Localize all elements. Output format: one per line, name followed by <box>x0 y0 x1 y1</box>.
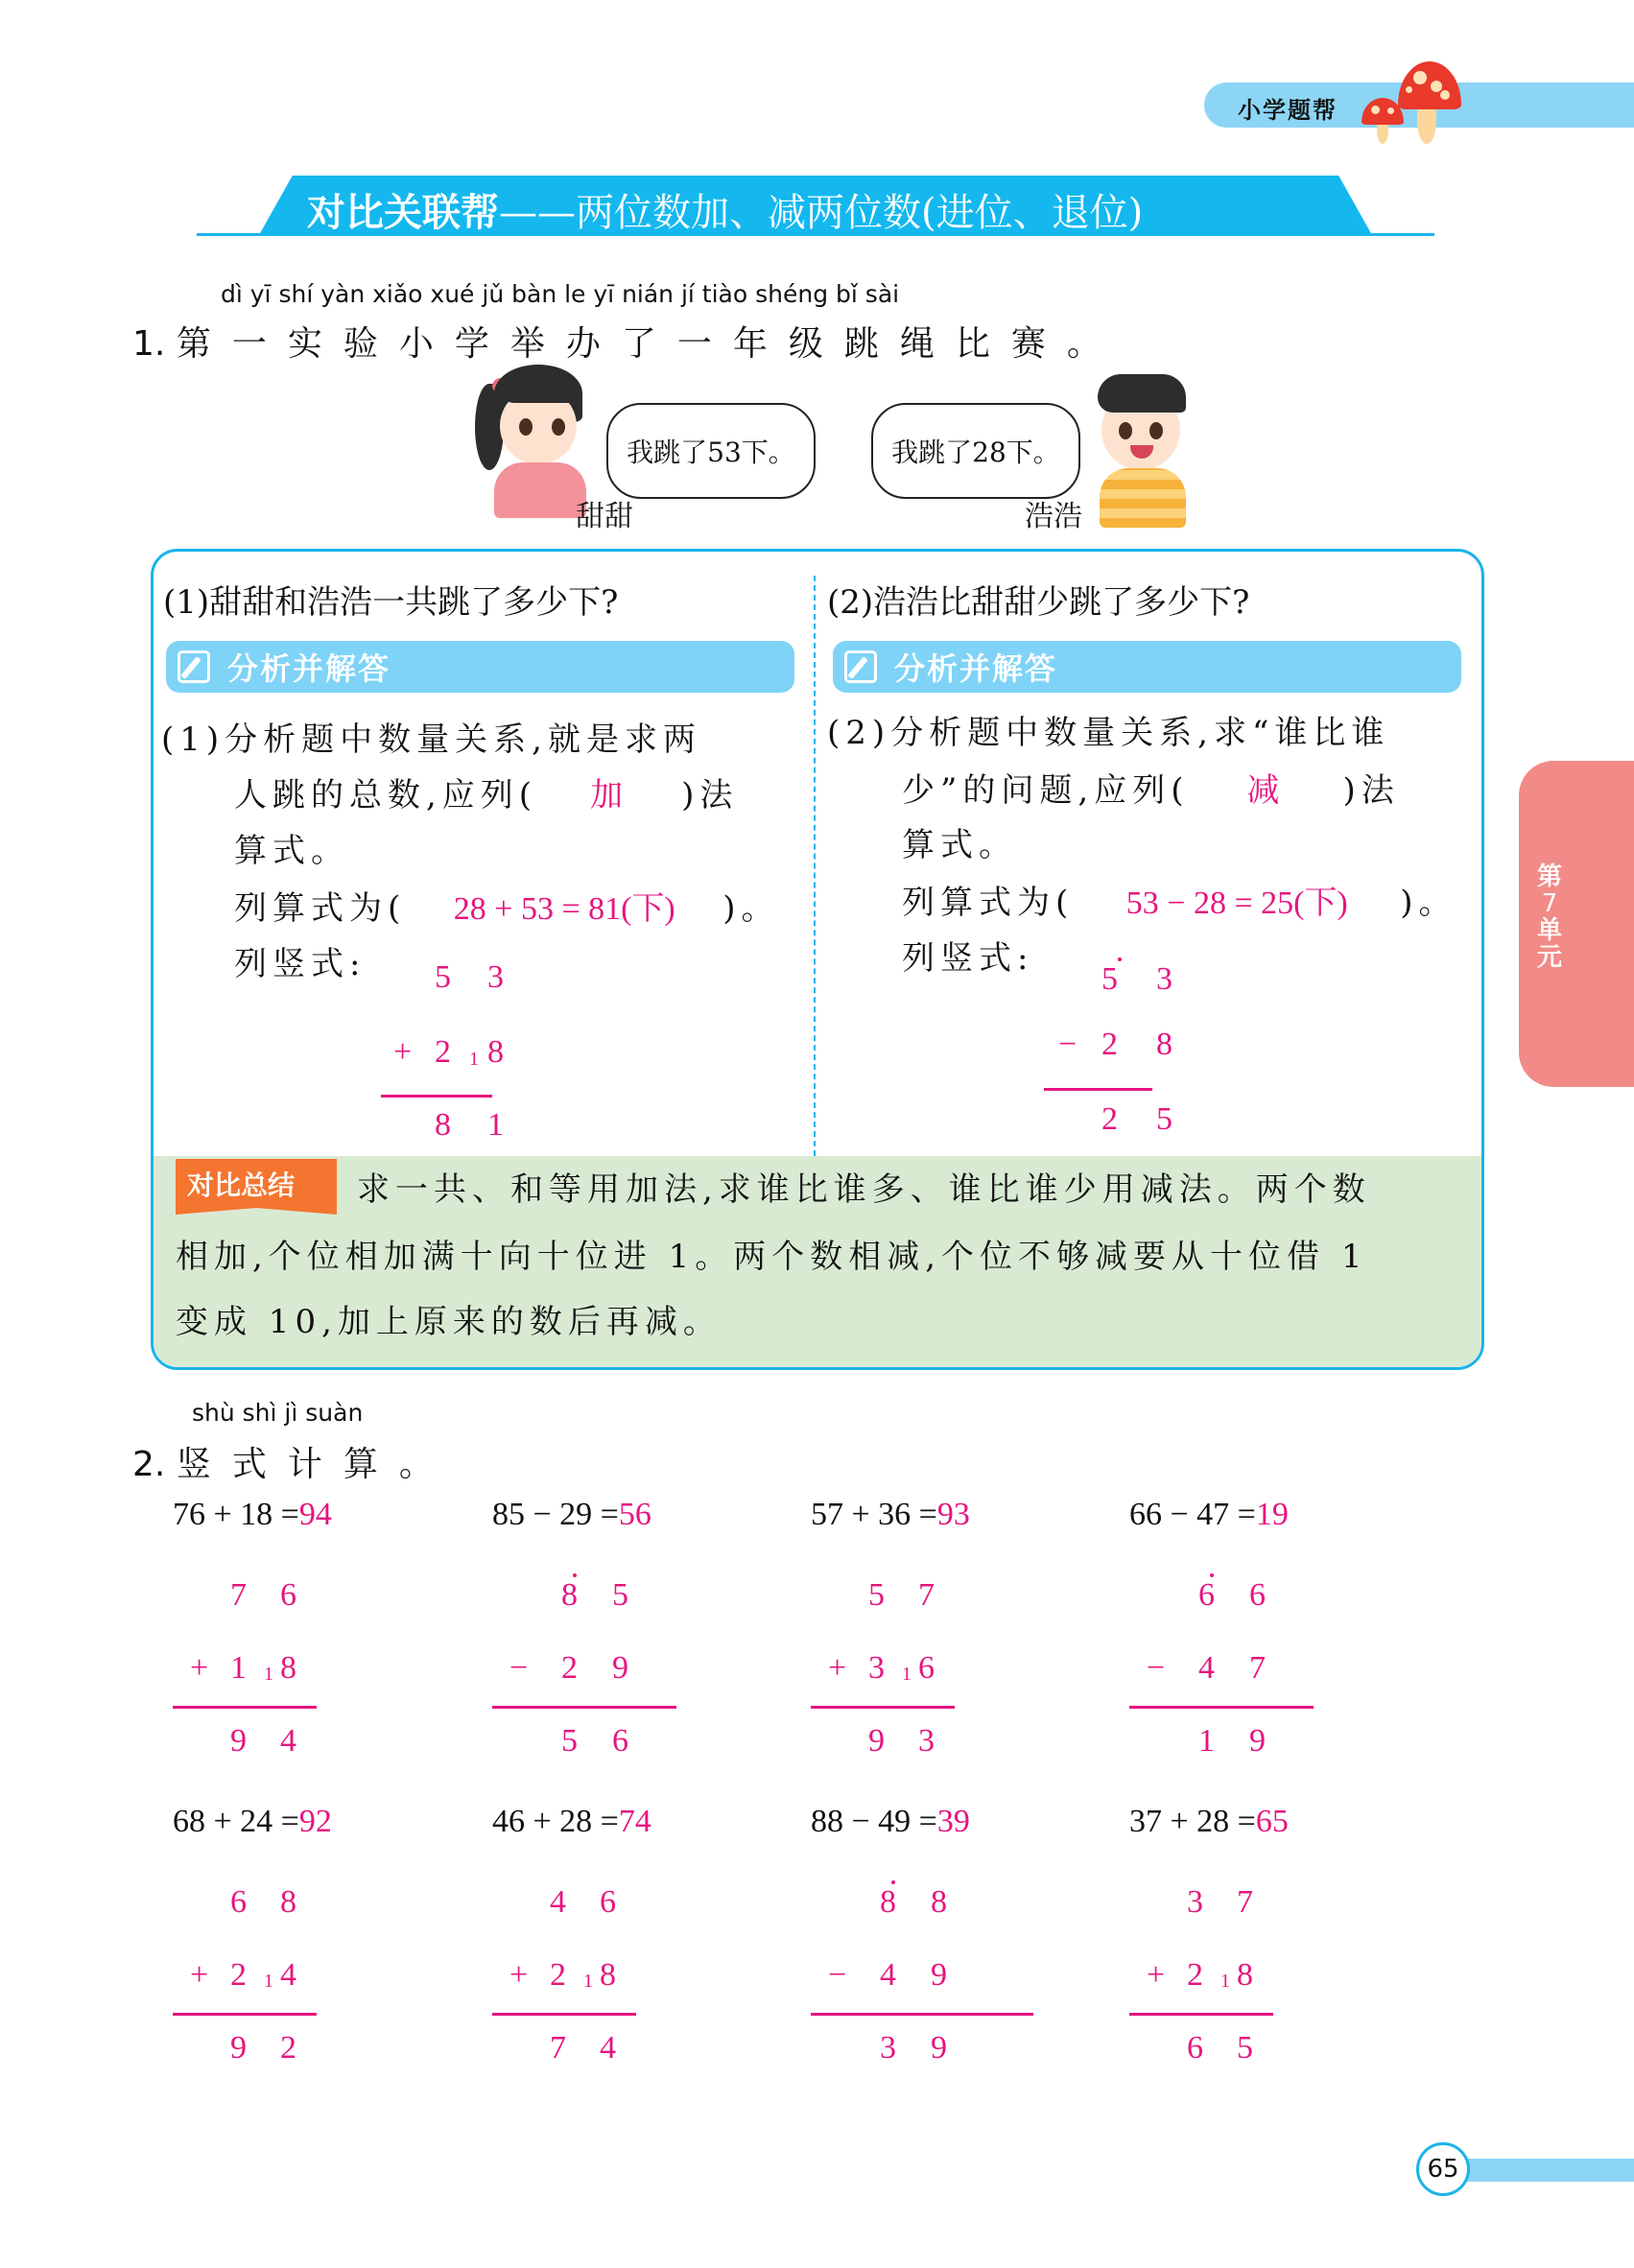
equation: 76 + 18 =94 <box>173 1497 332 1532</box>
page-number: 65 <box>1416 2142 1470 2196</box>
summary-line-2: 相加,个位相加满十向十位进 1。两个数相减,个位不够减要从十位借 1 <box>176 1238 1368 1276</box>
girl-speech-text: 我跳了53下。 <box>627 437 795 468</box>
part2-equation-answer: 53 − 28 = 25(下) <box>1125 886 1348 921</box>
pencil-edit-icon <box>844 650 877 683</box>
summary-tag-label: 对比总结 <box>187 1169 296 1201</box>
part2-question: (2)浩浩比甜甜少跳了多少下? <box>827 583 1250 622</box>
pencil-edit-icon <box>178 650 210 683</box>
equation-answer: 56 <box>618 1497 651 1532</box>
part2-line4: 列算式为( 53 − 28 = 25(下) )。 <box>902 875 1457 932</box>
summary-line-3: 变成 10,加上原来的数后再减。 <box>176 1303 722 1341</box>
result-line <box>811 2013 1033 2016</box>
section-title <box>307 182 1143 237</box>
equation: 46 + 28 =74 <box>492 1804 651 1839</box>
result-line <box>811 1706 955 1709</box>
q2-pinyin: shù shì jì suàn <box>192 1399 364 1427</box>
equation: 68 + 24 =92 <box>173 1804 332 1839</box>
equation-answer: 74 <box>618 1804 651 1839</box>
part2-operation-answer: 减 <box>1246 771 1286 810</box>
part1-line5: 列竖式: <box>234 945 367 983</box>
part1-analyze-bar <box>166 641 794 693</box>
section-title-bold: 对比关联帮 <box>307 191 499 235</box>
part1-operation-answer: 加 <box>590 776 629 815</box>
girl-illustration <box>475 365 590 518</box>
girl-name: 甜甜 <box>576 500 633 533</box>
part1-equation-answer: 28 + 53 = 81(下) <box>453 891 675 927</box>
q2-punct: 。 <box>398 1445 434 1484</box>
q2-text: 竖式计算 <box>176 1445 399 1484</box>
part1-line4: 列算式为( 28 + 53 = 81(下) )。 <box>234 881 780 937</box>
part1-line3: 算式。 <box>234 832 349 870</box>
equation: 66 − 47 =19 <box>1129 1497 1289 1532</box>
q1-heading <box>132 317 1101 366</box>
part2-line1: (2)分析题中数量关系,求“谁比谁 <box>827 714 1390 752</box>
equation-answer: 65 <box>1255 1804 1289 1839</box>
q2-heading <box>132 1437 434 1486</box>
equation-answer: 93 <box>936 1497 970 1532</box>
part2-analyze-label: 分析并解答 <box>894 650 1058 687</box>
part1-line2: 人跳的总数,应列( 加 )法 <box>234 768 738 823</box>
equation-answer: 19 <box>1255 1497 1289 1532</box>
equation: 88 − 49 =39 <box>811 1804 970 1839</box>
equation-answer: 94 <box>298 1497 332 1532</box>
result-line <box>492 1706 676 1709</box>
part2-line5: 列竖式: <box>902 939 1034 978</box>
part1-line1: (1)分析题中数量关系,就是求两 <box>161 721 701 759</box>
girl-speech-bubble <box>606 403 816 499</box>
section-title-dash: —— <box>499 191 576 235</box>
result-line <box>492 2013 636 2016</box>
brand-label: 小学题帮 <box>1238 97 1338 124</box>
equation-answer: 39 <box>936 1804 970 1839</box>
equation: 85 − 29 =56 <box>492 1497 651 1532</box>
result-line <box>1129 1706 1314 1709</box>
boy-name: 浩浩 <box>1025 500 1082 533</box>
equation: 37 + 28 =65 <box>1129 1804 1289 1839</box>
mushroom-large-icon <box>1398 61 1465 144</box>
column-divider <box>814 576 816 1156</box>
q1-punct: 。 <box>1066 324 1101 364</box>
borrow-dot <box>1118 957 1122 961</box>
section-title-rest: 两位数加、减两位数(进位、退位) <box>576 191 1144 235</box>
part1-analyze-label: 分析并解答 <box>227 650 391 687</box>
q1-number: 1. <box>132 324 166 364</box>
part2-line3: 算式。 <box>902 826 1017 864</box>
page-strip <box>1465 2159 1634 2182</box>
equation-answer: 92 <box>298 1804 332 1839</box>
sum-line <box>381 1095 492 1098</box>
summary-line-1: 求一共、和等用加法,求谁比谁多、谁比谁少用减法。两个数 <box>357 1170 1371 1209</box>
part2-line2: 少”的问题,应列( 减 )法 <box>902 763 1400 818</box>
part1-question: (1)甜甜和浩浩一共跳了多少下? <box>163 583 619 622</box>
boy-speech-text: 我跳了28下。 <box>891 437 1060 468</box>
equation: 57 + 36 =93 <box>811 1497 970 1532</box>
result-line <box>1129 2013 1273 2016</box>
q1-text: 第一实验小学举办了一年级跳绳比赛 <box>176 324 1067 364</box>
q2-number: 2. <box>132 1445 166 1484</box>
boy-illustration <box>1094 374 1190 528</box>
boy-speech-bubble <box>871 403 1080 499</box>
q1-pinyin: dì yī shí yàn xiǎo xué jǔ bàn le yī nián jí tiào shéng bǐ sài <box>221 280 900 308</box>
result-line <box>173 2013 317 2016</box>
result-line <box>173 1706 317 1709</box>
difference-line <box>1044 1088 1152 1091</box>
unit-tab-label: 第 7 单 元 <box>1536 862 1562 972</box>
part2-analyze-bar <box>833 641 1461 693</box>
